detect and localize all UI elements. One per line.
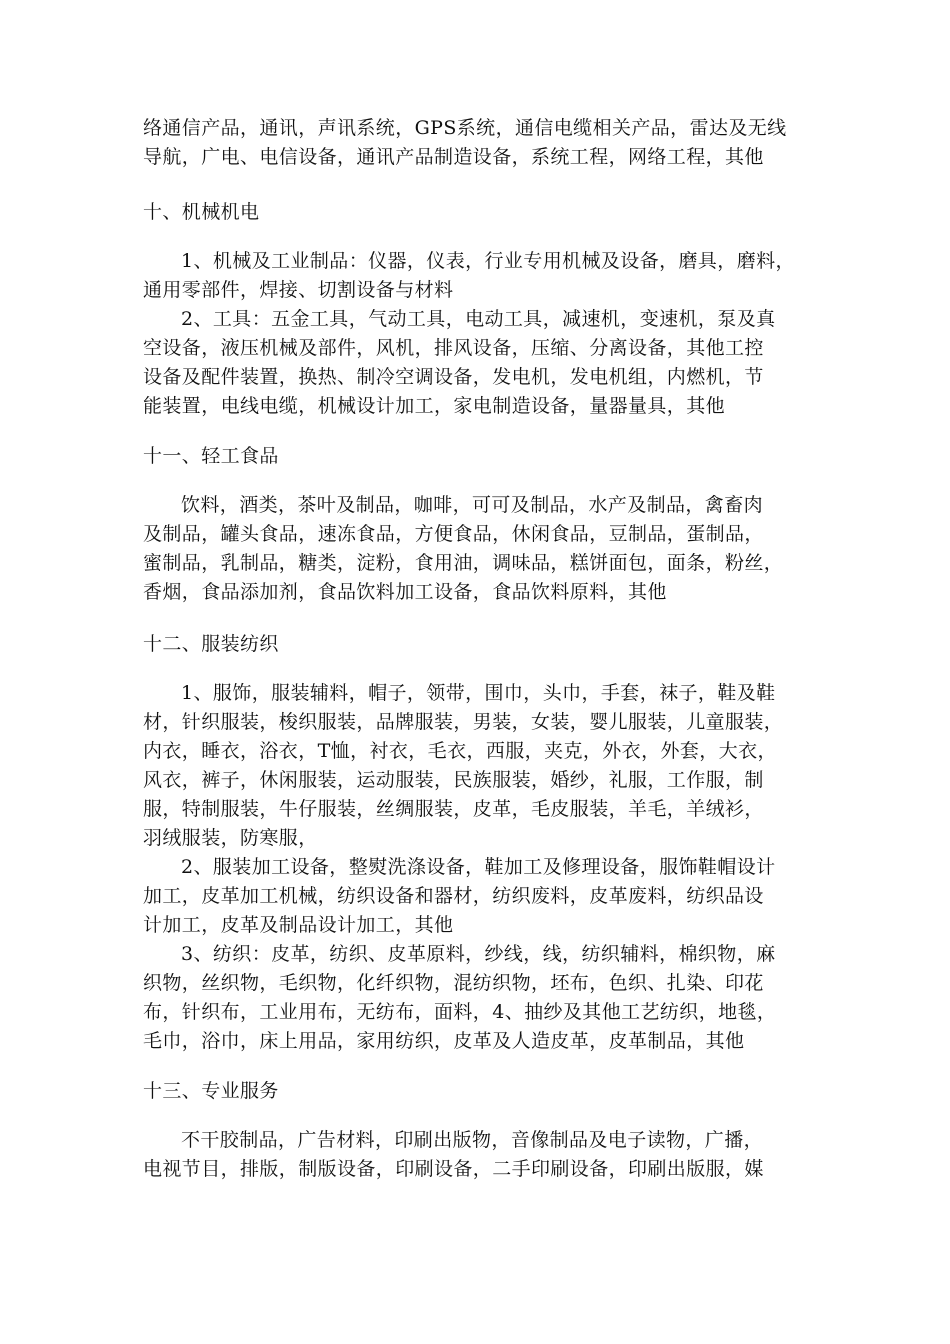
text-line: 毛巾，浴巾，床上用品，家用纺织，皮革及人造皮革，皮革制品，其他 (143, 1030, 745, 1052)
section-10-paragraph-2 (143, 305, 808, 421)
text-line: 能装置，电线电缆，机械设计加工，家电制造设备，量器量具，其他 (143, 395, 726, 417)
text-line: 羽绒服装，防寒服， (143, 827, 318, 849)
text-line: 及制品，罐头食品，速冻食品，方便食品，休闲食品，豆制品，蛋制品， (143, 523, 764, 545)
text-line: 服，特制服装，牛仔服装，丝绸服装，皮革，毛皮服装，羊毛，羊绒衫， (143, 798, 764, 820)
text-line: 风衣，裤子，休闲服装，运动服装，民族服装，婚纱，礼服，工作服，制 (143, 769, 764, 791)
text-line: 设备及配件装置，换热、制冷空调设备，发电机，发电机组，内燃机，节 (143, 366, 764, 388)
section-12-paragraph-2 (143, 853, 808, 940)
section-11-paragraph-1 (143, 491, 808, 607)
section-13-paragraph-1 (143, 1126, 808, 1184)
text-line: 2、服装加工设备，整熨洗涤设备，鞋加工及修理设备，服饰鞋帽设计 (181, 856, 776, 878)
text-line: 蜜制品，乳制品，糖类，淀粉，食用油，调味品，糕饼面包，面条，粉丝， (143, 552, 784, 574)
text-line: 布，针织布，工业用布，无纺布，面料，4、抽纱及其他工艺纺织，地毯， (143, 1001, 777, 1023)
section-heading-12: 十二、服装纺织 (143, 633, 279, 655)
section-heading-13: 十三、专业服务 (143, 1080, 279, 1102)
text-line: 空设备，液压机械及部件，风机，排风设备，压缩、分离设备，其他工控 (143, 337, 764, 359)
text-line: 1、机械及工业制品：仪器，仪表，行业专用机械及设备，磨具，磨料， (181, 250, 795, 272)
text-line: 通用零部件，焊接、切割设备与材料 (143, 279, 454, 301)
text-line: 饮料，酒类，茶叶及制品，咖啡，可可及制品，水产及制品，禽畜肉 (181, 494, 764, 516)
section-heading-11: 十一、轻工食品 (143, 445, 279, 467)
text-line: 1、服饰，服装辅料，帽子，领带，围巾，头巾，手套，袜子，鞋及鞋 (181, 682, 776, 704)
text-line: 材，针织服装，梭织服装，品牌服装，男装，女装，婴儿服装，儿童服装， (143, 711, 784, 733)
section-12-paragraph-3 (143, 940, 808, 1056)
text-line: 织物，丝织物，毛织物，化纤织物，混纺织物，坯布，色织、扎染、印花 (143, 972, 764, 994)
text-line: 香烟，食品添加剂，食品饮料加工设备，食品饮料原料，其他 (143, 581, 667, 603)
section-10-paragraph-1 (143, 247, 808, 305)
text-line: 3、纺织：皮革，纺织、皮革原料，纱线，线，纺织辅料，棉织物，麻 (181, 943, 776, 965)
text-line: 计加工，皮革及制品设计加工，其他 (143, 914, 454, 936)
section-heading-10: 十、机械机电 (143, 201, 260, 223)
text-line: 加工，皮革加工机械，纺织设备和器材，纺织废料，皮革废料，纺织品设 (143, 885, 764, 907)
text-line: 电视节目，排版，制版设备，印刷设备，二手印刷设备，印刷出版服，媒 (143, 1158, 764, 1180)
text-line: 不干胶制品，广告材料，印刷出版物，音像制品及电子读物，广播， (181, 1129, 764, 1151)
text-line: 内衣，睡衣，浴衣，T恤，衬衣，毛衣，西服，夹克，外衣，外套，大衣， (143, 740, 777, 762)
text-line: 络通信产品，通讯，声讯系统，GPS系统，通信电缆相关产品，雷达及无线 (143, 117, 787, 139)
text-line: 2、工具：五金工具，气动工具，电动工具，减速机，变速机，泵及真 (181, 308, 776, 330)
intro-paragraph (143, 114, 808, 172)
text-line: 导航，广电、电信设备，通讯产品制造设备，系统工程，网络工程，其他 (143, 146, 764, 168)
section-12-paragraph-1 (143, 679, 808, 853)
